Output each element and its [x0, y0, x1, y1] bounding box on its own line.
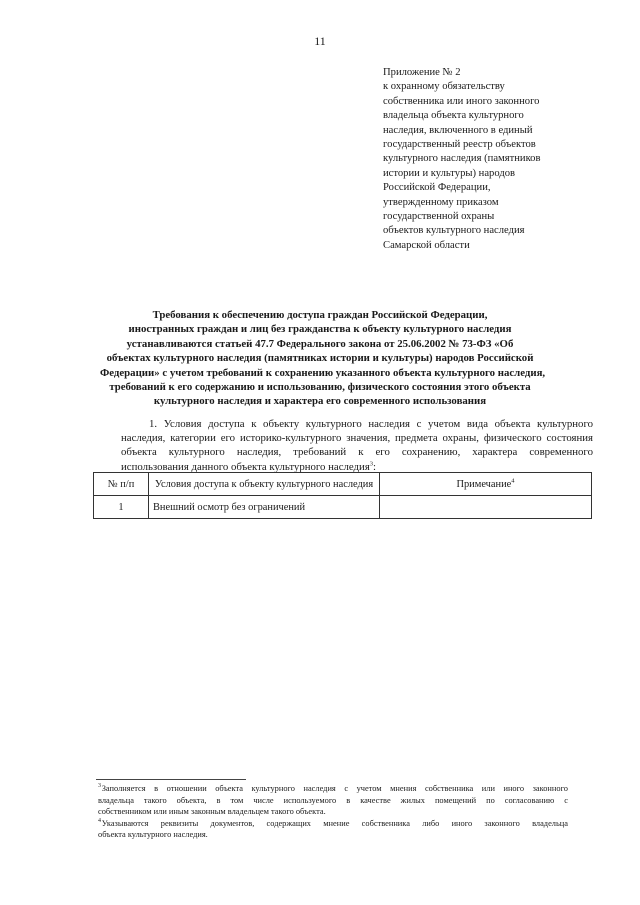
footnote-separator	[96, 779, 246, 780]
appendix-line: собственника или иного законного	[383, 95, 540, 107]
intro-paragraph	[121, 417, 593, 474]
header-number: № п/п	[94, 473, 149, 496]
title-line: устанавливаются статьей 47.7 Федерального закона от 25.06.2002 № 73-ФЗ «Об	[126, 337, 514, 350]
row-condition: Внешний осмотр без ограничений	[149, 496, 380, 519]
intro-line: объекта культурного наследия, требований к его сохранению, характера современного	[121, 446, 593, 459]
footnote-ref: 3	[369, 460, 374, 468]
footnote-text: Заполняется в отношении объекта культурного наследия с учетом мнения собственника или иного законного	[101, 784, 568, 793]
table-header-row	[94, 473, 592, 496]
header-note	[380, 473, 592, 496]
footnote-text: Указываются реквизиты документов, содержащих мнение собственника либо иного законного владельца	[101, 818, 568, 828]
title-line: иностранных граждан и лиц без гражданства к объекту культурного наследия	[128, 323, 512, 336]
appendix-line: Приложение № 2	[383, 67, 461, 78]
footnote-mark: 4	[98, 817, 101, 824]
footnote-line: собственником или иным законным владельцем такого объекта.	[98, 807, 326, 817]
appendix-line: владельца объекта культурного	[383, 110, 524, 122]
table-row	[94, 496, 592, 519]
appendix-line: культурного наследия (памятников	[383, 153, 541, 165]
title-line: объектах культурного наследия (памятниках истории и культуры) народов Российской	[106, 352, 534, 365]
footnote-line	[98, 818, 568, 830]
footnote-mark: 3	[98, 783, 101, 790]
intro-line-text: использования данного объекта культурного наследия	[121, 460, 370, 473]
header-note-label: Примечание	[456, 478, 512, 490]
row-note	[380, 496, 592, 519]
footnote-ref: 4	[511, 477, 515, 485]
appendix-line: государственной охраны	[383, 211, 495, 223]
appendix-line: истории и культуры) народов	[383, 167, 516, 179]
page-number: 11	[314, 34, 326, 48]
footnote-line: владельца такого объекта, в том числе используемого в качестве жилых помещений по согласованию с	[98, 795, 568, 805]
appendix-line: наследия, включенного в единый	[383, 124, 533, 136]
appendix-line: Российской Федерации,	[383, 182, 491, 194]
intro-line: 1. Условия доступа к объекту культурного наследия с учетом вида объекта культурного	[149, 418, 593, 430]
intro-line-end: :	[373, 460, 377, 473]
footnotes	[98, 783, 568, 841]
title-line: Требования к обеспечению доступа граждан Российской Федерации,	[152, 309, 488, 321]
title-line: культурного наследия и характера его современного использования	[153, 395, 487, 408]
appendix-line: государственный реестр объектов	[383, 139, 536, 151]
appendix-header	[383, 66, 613, 253]
appendix-line: Самарской области	[383, 239, 470, 251]
title-line: требований к его содержанию и использованию, физического состояния этого объекта	[109, 381, 531, 394]
appendix-line: объектов культурного наследия	[383, 225, 525, 237]
access-conditions-table	[93, 472, 592, 519]
header-conditions: Условия доступа к объекту культурного наследия	[149, 473, 380, 496]
row-number: 1	[94, 496, 149, 519]
footnote-line	[98, 783, 568, 795]
appendix-line: к охранному обязательству	[383, 81, 505, 93]
document-title	[100, 308, 546, 409]
intro-line: наследия, категории его историко-культурного значения, предмета охраны, физического состояния	[121, 432, 593, 445]
title-line: Федерации» с учетом требований к сохранению указанного объекта культурного наследия,	[100, 366, 546, 379]
footnote-line: объекта культурного наследия.	[98, 830, 208, 840]
appendix-line: утвержденному приказом	[383, 196, 499, 208]
